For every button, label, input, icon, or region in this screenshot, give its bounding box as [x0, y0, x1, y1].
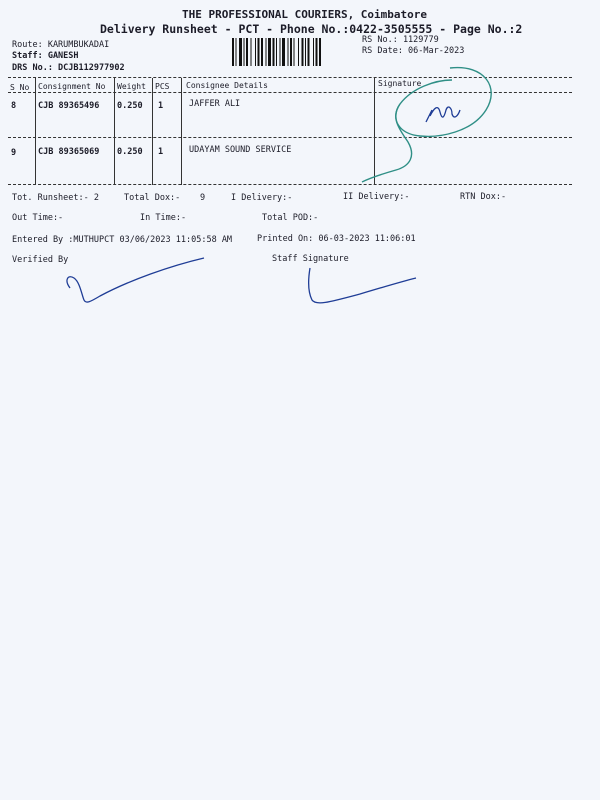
total-pod-label: Total POD:- — [262, 213, 319, 223]
rs-date: RS Date: 06-Mar-2023 — [362, 46, 465, 56]
header-sno: S No — [10, 83, 30, 92]
header-signature: Signature — [378, 79, 422, 88]
total-dox-label: Total Dox:- — [124, 193, 181, 203]
consignee-signature-stamp — [360, 58, 510, 188]
drs-number: DRS No.: DCJB112977902 — [12, 63, 125, 73]
tot-runsheet: Tot. Runsheet:- 2 — [12, 193, 99, 203]
out-time-label: Out Time:- — [12, 213, 64, 223]
entered-by: Entered By :MUTHUPCT 03/06/2023 11:05:58 AM — [12, 235, 233, 245]
column-divider — [152, 78, 153, 185]
row-consignment: CJB 89365496 — [38, 101, 100, 111]
row-pcs: 1 — [158, 101, 164, 111]
header-pcs: PCS — [155, 82, 170, 91]
in-time-label: In Time:- — [140, 213, 187, 223]
runsheet-title: Delivery Runsheet - PCT - Phone No.:0422-3505555 - Page No.:2 — [100, 22, 523, 36]
column-divider — [181, 78, 182, 185]
row-weight: 0.250 — [117, 147, 143, 157]
row-sno: 8 — [11, 101, 17, 111]
route-label: Route: KARUMBUKADAI — [12, 40, 110, 50]
row-consignment: CJB 89365069 — [38, 147, 100, 157]
header-weight: Weight — [117, 82, 146, 91]
staff-label: Staff: GANESH — [12, 51, 79, 61]
rs-number: RS No.: 1129779 — [362, 35, 439, 45]
row-consignee: JAFFER ALI — [189, 99, 241, 109]
row-consignee: UDAYAM SOUND SERVICE — [189, 145, 292, 155]
barcode — [230, 38, 356, 66]
row-weight: 0.250 — [117, 101, 143, 111]
total-dox-value: 9 — [200, 193, 206, 203]
row-sno: 9 — [11, 148, 17, 158]
ii-delivery-label: II Delivery:- — [343, 192, 410, 202]
company-title: THE PROFESSIONAL COURIERS, Coimbatore — [182, 8, 428, 21]
header-consignee: Consignee Details — [186, 81, 268, 90]
staff-signature — [300, 262, 420, 312]
printed-on: Printed On: 06-03-2023 11:06:01 — [257, 234, 416, 244]
verified-by-label: Verified By — [12, 255, 69, 265]
verifier-signature — [60, 250, 210, 310]
row-pcs: 1 — [158, 147, 164, 157]
column-divider — [35, 78, 36, 185]
header-consignment: Consignment No — [38, 82, 106, 91]
i-delivery-label: I Delivery:- — [231, 193, 293, 203]
rtn-dox-label: RTN Dox:- — [460, 192, 507, 202]
staff-signature-label: Staff Signature — [272, 254, 349, 264]
column-divider — [114, 78, 115, 185]
